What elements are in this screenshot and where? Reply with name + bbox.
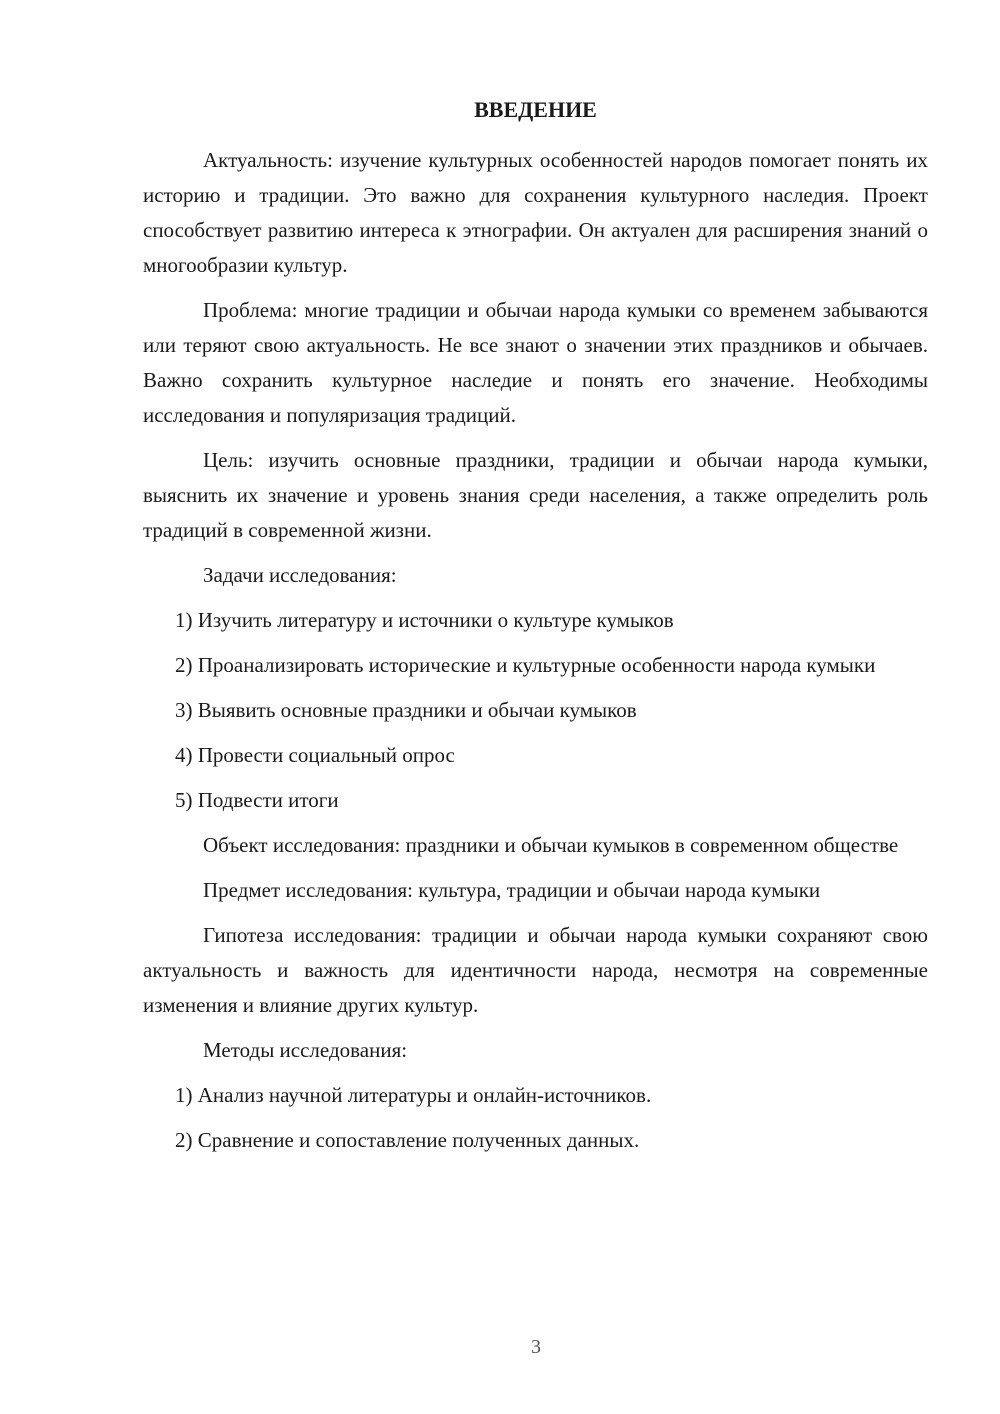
list-item: 2) Сравнение и сопоставление полученных данных. [175,1128,640,1152]
list-item: 3) Выявить основные праздники и обычаи кумыков [175,698,637,722]
document-page [143,95,928,1168]
object-paragraph: Объект исследования: праздники и обычаи кумыков в современном обществе [203,833,899,857]
methods-heading: Методы исследования: [203,1038,408,1062]
list-item: 2) Проанализировать исторические и культурные особенности народа кумыки [175,653,876,677]
section-title: ВВЕДЕНИЕ [474,97,597,122]
list-item: 1) Изучить литературу и источники о культуре кумыков [175,608,674,632]
list-item: 1) Анализ научной литературы и онлайн-источников. [175,1083,652,1107]
goal-paragraph: Цель: изучить основные праздники, традиции и обычаи народа кумыки, выяснить их значение и уровень знания среди населения, а также определить роль традиций в современной жизни. [143,448,928,542]
tasks-heading: Задачи исследования: [203,563,397,587]
subject-paragraph: Предмет исследования: культура, традиции и обычаи народа кумыки [203,878,821,902]
problem-paragraph: Проблема: многие традиции и обычаи народа кумыки со временем забываются или теряют свою актуальность. Не все знают о значении этих праздников и обычаев. Важно сохранить культурное наследие и понять его значение. Необходимы исследования и популяризация традиций. [143,298,928,427]
relevance-paragraph: Актуальность: изучение культурных особенностей народов помогает понять их историю и традиции. Это важно для сохранения культурного наследия. Проект способствует развитию интереса к этнографии. Он актуален для расширения знаний о многообразии культур. [143,148,928,277]
tasks-list [143,603,928,818]
methods-list [143,1078,928,1158]
list-item: 4) Провести социальный опрос [175,743,455,767]
page-number: 3 [531,1336,541,1358]
hypothesis-paragraph: Гипотеза исследования: традиции и обычаи народа кумыки сохраняют свою актуальность и важность для идентичности народа, несмотря на современные изменения и влияние других культур. [143,923,928,1017]
list-item: 5) Подвести итоги [175,788,339,812]
